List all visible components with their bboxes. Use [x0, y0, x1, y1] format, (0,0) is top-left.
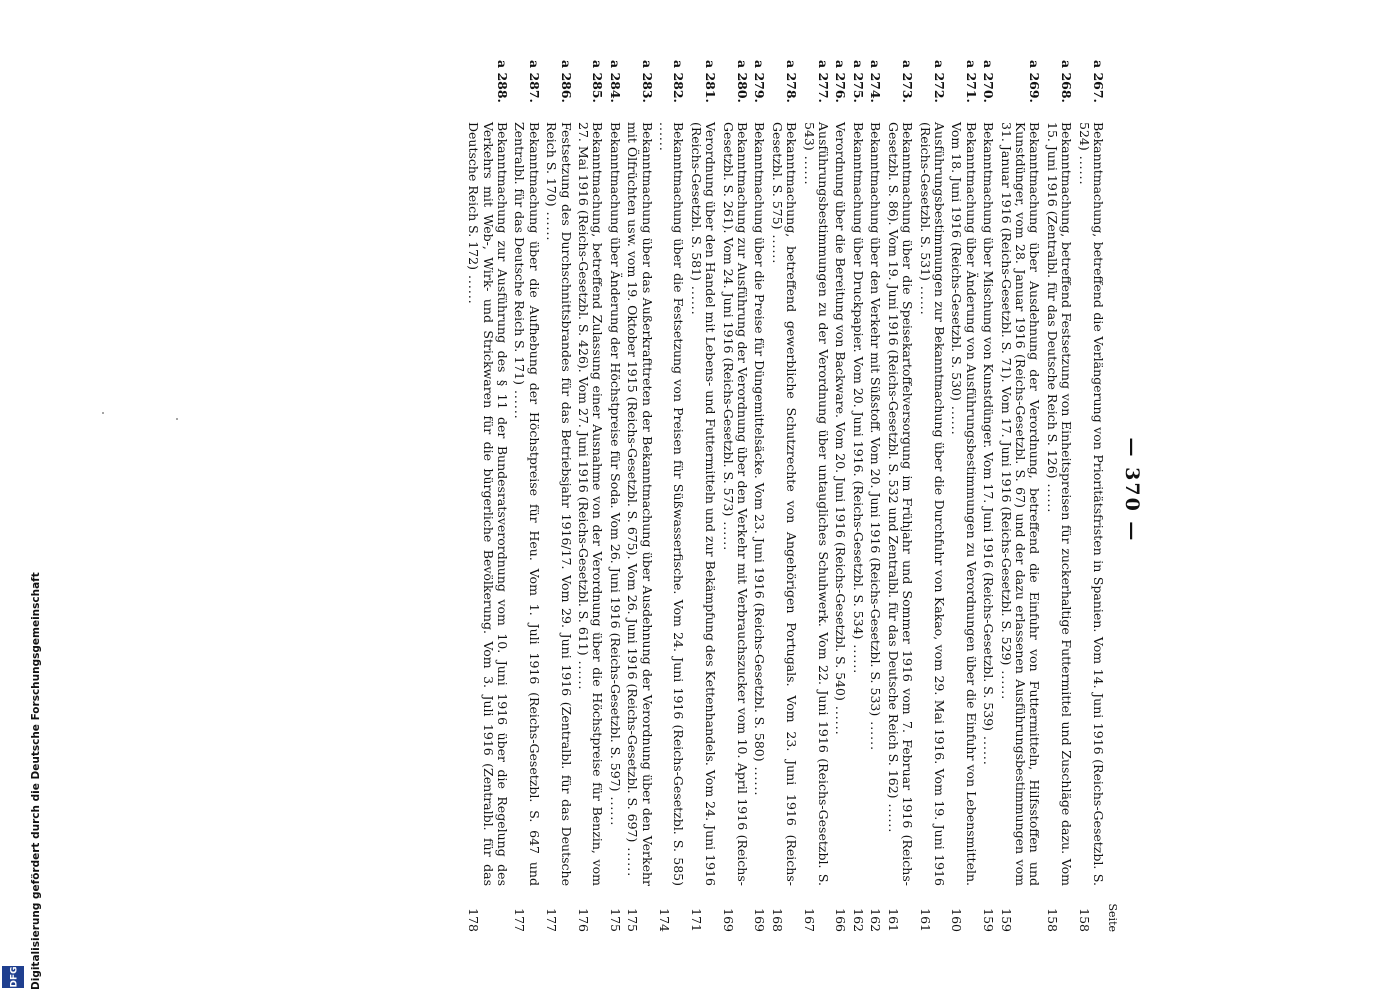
leader-dots: ......: [917, 280, 933, 316]
entry-number: a 275.: [850, 60, 866, 103]
entry-number: a 278.: [784, 60, 800, 103]
entry-number: a 285.: [590, 60, 606, 103]
entry-number: a 267.: [1091, 60, 1106, 103]
leader-dots: ......: [544, 206, 560, 242]
seite-label: Seite: [1106, 903, 1119, 932]
leader-dots: ......: [752, 761, 768, 797]
entry-page-number: 167: [801, 908, 817, 932]
leader-dots: ......: [512, 384, 528, 420]
entry-page-number: 159: [981, 908, 997, 932]
entry-page-number: 174: [657, 908, 673, 932]
entry-title: Bekanntmachung über die Festsetzung von Preisen für Süßwasserfische. Vom 24. Juni 1916 (Reichs-Gesetzbl. S. 585) ......: [657, 122, 687, 886]
entry-page-number: 161: [917, 908, 933, 932]
leader-dots: ......: [466, 269, 482, 305]
toc-entry: [466, 60, 509, 932]
entry-title: Bekanntmachung über den Verkehr mit Süßstoff. Vom 20. Juni 1916 (Reichs-Gesetzbl. S. 533) ......: [868, 122, 884, 752]
entry-page-number: 169: [720, 908, 736, 932]
leader-dots: ......: [949, 400, 965, 436]
leader-dots: ......: [850, 639, 866, 675]
entry-number: a 281.: [703, 60, 719, 103]
entry-page-number: 159: [998, 908, 1014, 932]
entry-number: a 268.: [1059, 60, 1075, 103]
entry-number: a 282.: [671, 60, 687, 103]
toc-entry: [851, 60, 865, 932]
entry-number: a 270.: [981, 60, 997, 103]
entry-number: a 284.: [607, 60, 623, 103]
entry-title: Bekanntmachung über Änderung von Ausführungsbestimmungen zu Verordnungen über die Einfuhr von Lebensmitteln. Vom 18. Juni 1916 (Reichs-Gesetzbl. S. 530) ......: [949, 122, 979, 886]
entry-title: Bekanntmachung über die Speisekartoffelversorgung im Frühjahr und Sommer 1916 vom 7. Februar 1916 (Reichs-Gesetzbl. S. 86). Vom 19. Juni 1916 (Reichs-Gesetzbl. S. 532 und Zentralbl. für das Deutsche Reich S. 162) ......: [885, 122, 916, 886]
entry-number: a 269.: [1027, 60, 1043, 103]
page-number: — 370 —: [1121, 437, 1143, 543]
dfg-logo-text: DFG: [9, 966, 20, 988]
entry-title: Bekanntmachung zur Ausführung der Verordnung über den Verkehr mit Verbrauchszucker vom 10. April 1916 (Reichs-Gesetzbl. S. 261). Vom 24. Juni 1916 (Reichs-Gesetzbl. S. 573) ......: [720, 122, 751, 886]
toc-entry: [981, 60, 995, 932]
entry-title: Bekanntmachung, betreffend gewerbliche Schutzrechte von Angehörigen Portugals. Vom 23. Juni 1916 (Reichs-Gesetzbl. S. 575) ......: [769, 122, 800, 886]
dfg-logo: [2, 966, 24, 988]
toc-entry: [544, 60, 573, 932]
entry-page-number: 169: [752, 908, 768, 932]
entry-title: Bekanntmachung über Änderung der Höchstpreise für Soda. Vom 26. Juni 1916 (Reichs-Gesetzbl. S. 597) ......: [607, 122, 623, 827]
entry-title: Bekanntmachung zur Ausführung des § 11 der Bundesratsverordnung vom 10. Juni 1916 über die Regelung des Verkehrs mit Web-, Wirk- und Strickwaren für die bürgerliche Bevölkerung. Vom 3. Juli 1916 (Zentralbl. für das Deutsche Reich S. 172) ......: [466, 122, 510, 886]
toc-entry: [1044, 60, 1073, 932]
entry-number: a 276.: [833, 60, 849, 103]
entry-title: Bekanntmachung über das Außerkrafttreten der Bekanntmachung über Ausdehnung der Verordnung über den Verkehr mit Ölfrüchten usw. vom 19. Oktober 1915 (Reichs-Gesetzbl. S. 675). Vom 26. Juni 1916 (Reichs-Gesetzbl. S. 697) ......: [625, 122, 655, 886]
entry-title: Bekanntmachung über Ausdehnung der Verordnung, betreffend die Einfuhr von Futtermitteln, Hilfsstoffen und Kunstdünger, vom 28. Januar 1916 (Reichs-Gesetzbl. S. 67) und der dazu erlassenen Ausführungsbestimmungen vom 31. Januar 1916 (Reichs-Gesetzbl. S. 71). Vom 17. Juni 1916 (Reichs-Gesetzbl. S. 529) ......: [998, 122, 1043, 886]
entry-page-number: 175: [607, 908, 623, 932]
leader-dots: ......: [801, 150, 817, 186]
entry-title: Ausführungsbestimmungen zur Bekanntmachung über die Durchfuhr von Kakao, vom 29. Mai 1916. Vom 19. Juni 1916 (Reichs-Gesetzbl. S. 531) ......: [917, 122, 947, 886]
toc-entry: [625, 60, 654, 932]
toc-entry: [769, 60, 798, 932]
entry-number: a 271.: [963, 60, 979, 103]
toc-entry: [720, 60, 749, 932]
entry-page-number: 160: [949, 908, 965, 932]
toc-entry: [657, 60, 686, 932]
toc-entry: [688, 60, 717, 932]
entry-number: a 288.: [494, 60, 510, 103]
entry-title: Festsetzung des Durchschnittsbrandes für das Betriebsjahr 1916/17. Vom 29. Juni 1916 (Zentralbl. für das Deutsche Reich S. 170) ......: [544, 122, 574, 886]
leader-dots: ......: [607, 791, 623, 827]
entry-title: Bekanntmachung, betreffend die Verlängerung von Prioritätsfristen in Spanien. Vom 14. Juni 1916 (Reichs-Gesetzbl. S. 524) ......: [1076, 122, 1106, 886]
entry-page-number: 158: [1044, 908, 1060, 932]
entry-title: Bekanntmachung über Druckpapier. Vom 20. Juni 1916. (Reichs-Gesetzbl. S. 534) ......: [850, 122, 866, 675]
entry-title: Ausführungsbestimmungen zu der Verordnung über untaugliches Schuhwerk. Vom 22. Juni 1916 (Reichs-Gesetzbl. S. 543) ......: [801, 122, 832, 886]
entry-title: Verordnung über die Bereitung von Backware. Vom 20. Juni 1916 (Reichs-Gesetzbl. S. 540) ......: [833, 122, 849, 736]
toc-entry: [752, 60, 766, 932]
entry-title: Bekanntmachung über die Preise für Düngemittelsäcke. Vom 23. Juni 1916 (Reichs-Gesetzbl. S. 580) ......: [752, 122, 768, 797]
leader-dots: ......: [885, 798, 901, 834]
entry-page-number: 162: [868, 908, 884, 932]
toc-entry: [833, 60, 847, 932]
toc-entry: [801, 60, 830, 932]
toc-entry: [576, 60, 605, 932]
entry-number: a 274.: [868, 60, 884, 103]
toc-entry: [1076, 60, 1105, 932]
leader-dots: ......: [769, 229, 785, 265]
toc-entry: [998, 60, 1041, 932]
entry-page-number: 168: [769, 908, 785, 932]
leader-dots: ......: [625, 842, 641, 878]
scan-speck: [176, 418, 178, 420]
toc-entry: [607, 60, 621, 932]
entry-number: a 286.: [558, 60, 574, 103]
toc-entry: [949, 60, 978, 932]
document-page: [35, 40, 1145, 940]
entry-title: Bekanntmachung, betreffend Festsetzung von Einheitspreisen für zuckerhaltige Futtermittel und Zuschläge dazu. Vom 15. Juni 1916 (Zentralbl. für das Deutsche Reich S. 126) ......: [1044, 122, 1075, 886]
leader-dots: ......: [1044, 478, 1060, 514]
entry-number: a 277.: [816, 60, 832, 103]
entry-page-number: 161: [885, 908, 901, 932]
toc-entry: [512, 60, 541, 932]
leader-dots: ......: [1076, 150, 1092, 186]
entry-page-number: 162: [850, 908, 866, 932]
leader-dots: ......: [868, 716, 884, 752]
entry-page-number: 158: [1076, 908, 1092, 932]
leader-dots: ......: [998, 665, 1014, 701]
entry-page-number: 178: [466, 908, 482, 932]
entry-list: [463, 60, 1105, 932]
entry-page-number: 171: [688, 908, 704, 932]
leader-dots: ......: [720, 516, 736, 552]
entry-number: a 287.: [526, 60, 542, 103]
toc-entry: [917, 60, 946, 932]
entry-page-number: 177: [512, 908, 528, 932]
leader-dots: ......: [981, 731, 997, 766]
leader-dots: ......: [833, 700, 849, 736]
entry-title: Bekanntmachung über Mischung von Kunstdünger. Vom 17. Juni 1916 (Reichs-Gesetzbl. S. 539) ......: [981, 122, 997, 766]
scan-speck: [102, 412, 104, 414]
leader-dots: ......: [688, 280, 704, 316]
entry-page-number: 175: [625, 908, 641, 932]
digitization-credit: Digitalisierung gefördert durch die Deutsche Forschungsgemeinschaft: [30, 572, 42, 990]
entry-number: a 273.: [900, 60, 916, 103]
entry-page-number: 176: [576, 908, 591, 932]
leader-dots: ......: [576, 655, 591, 691]
leader-dots: ......: [657, 122, 673, 152]
entry-number: a 279.: [752, 60, 768, 103]
toc-entry: [885, 60, 914, 932]
entry-number: a 272.: [931, 60, 947, 103]
entry-page-number: 177: [544, 908, 560, 932]
entry-page-number: 166: [833, 908, 849, 932]
entry-title: Verordnung über den Handel mit Lebens- und Futtermitteln und zur Bekämpfung des Kettenhandels. Vom 24. Juni 1916 (Reichs-Gesetzbl. S. 581) ......: [688, 122, 719, 886]
entry-title: Bekanntmachung über die Aufhebung der Höchstpreise für Heu. Vom 1. Juli 1916 (Reichs-Gesetzbl. S. 647 und Zentralbl. für das Deutsche Reich S. 171) ......: [512, 122, 542, 886]
entry-number: a 280.: [735, 60, 751, 103]
entry-number: a 283.: [639, 60, 655, 103]
entry-title: Bekanntmachung, betreffend Zulassung einer Ausnahme von der Verordnung über die Höchstpreise für Benzin, vom 27. Mai 1916 (Reichs-Gesetzbl. S. 426). Vom 27. Juni 1916 (Reichs-Gesetzbl. S. 611) ......: [576, 122, 606, 886]
toc-entry: [868, 60, 882, 932]
